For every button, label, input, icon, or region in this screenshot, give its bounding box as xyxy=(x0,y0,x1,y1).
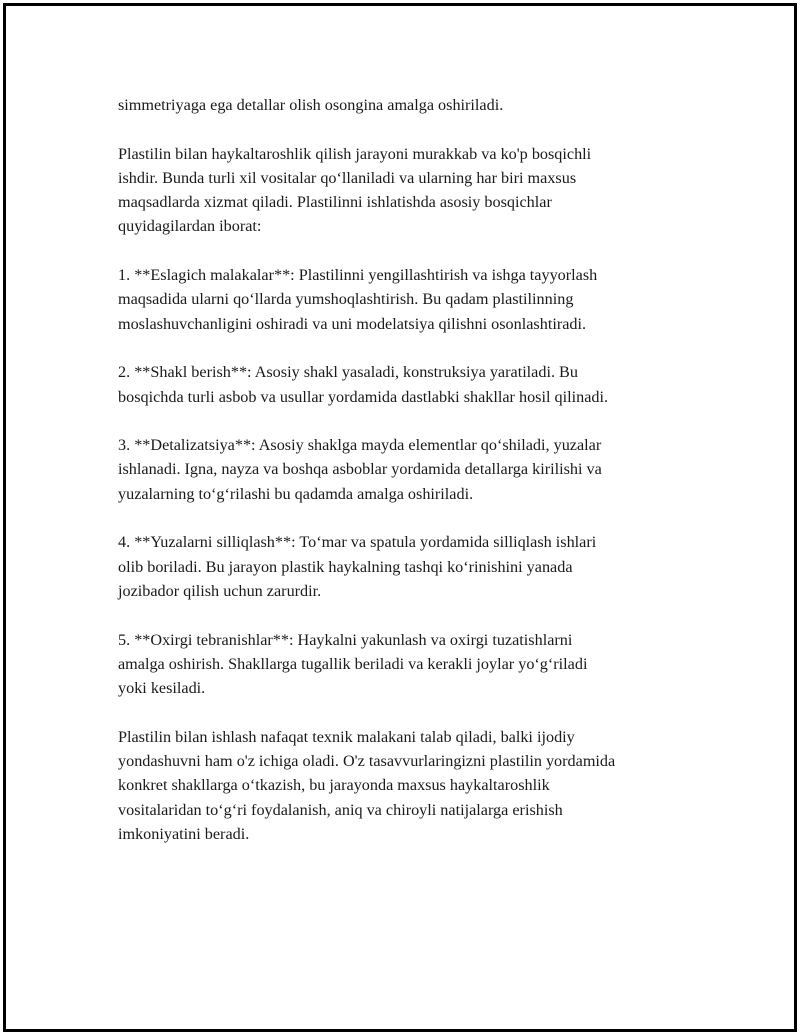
text-line: simmetriyaga ega detallar olish osongina amalga oshiriladi. xyxy=(118,96,504,114)
text-line: konkret shakllarga o‘tkazish, bu jarayonda maxsus haykaltaroshlik xyxy=(118,776,550,795)
text-line: 1. **Eslagich malakalar**: Plastilinni yengillashtirish va ishga tayyorlash xyxy=(118,266,598,285)
text-line: jozibador qilish uchun zarurdir. xyxy=(118,581,322,600)
paragraph-overview xyxy=(118,142,693,239)
list-item-step-5 xyxy=(118,628,693,701)
text-line: bosqichda turli asbob va usullar yordamida dastlabki shakllar hosil qilinadi. xyxy=(118,387,609,406)
text-line: 4. **Yuzalarni silliqlash**: To‘mar va spatula yordamida silliqlash ishlari xyxy=(118,533,597,552)
list-item-step-3 xyxy=(118,433,693,506)
text-line: maqsadlarda xizmat qiladi. Plastilinni ishlatishda asosiy bosqichlar xyxy=(118,193,552,212)
text-line: 2. **Shakl berish**: Asosiy shakl yasaladi, konstruksiya yaratiladi. Bu xyxy=(118,363,578,382)
text-line: imkoniyatini beradi. xyxy=(118,824,250,843)
text-line: yoki kesiladi. xyxy=(118,679,206,698)
text-line: vositalaridan to‘g‘ri foydalanish, aniq va chiroyli natijalarga erishish xyxy=(118,800,563,819)
text-line: ishlanadi. Igna, nayza va boshqa asboblar yordamida detallarga kirilishi va xyxy=(118,460,602,479)
text-line: 3. **Detalizatsiya**: Asosiy shaklga mayda elementlar qo‘shiladi, yuzalar xyxy=(118,436,602,455)
text-line: moslashuvchanligini oshiradi va uni modelatsiya qilishni osonlashtiradi. xyxy=(118,314,587,333)
text-line: Plastilin bilan haykaltaroshlik qilish jarayoni murakkab va ko'p bosqichli xyxy=(118,144,592,163)
document-body xyxy=(118,93,693,871)
text-line: olib boriladi. Bu jarayon plastik haykalning tashqi ko‘rinishini yanada xyxy=(118,557,573,576)
text-line: 5. **Oxirgi tebranishlar**: Haykalni yakunlash va oxirgi tuzatishlarni xyxy=(118,630,573,649)
text-line: maqsadida ularni qo‘llarda yumshoqlashtirish. Bu qadam plastilinning xyxy=(118,290,574,309)
list-item-step-1 xyxy=(118,263,693,336)
paragraph-intro-continuation xyxy=(118,93,693,117)
text-line: yondashuvni ham o'z ichiga oladi. O'z tasavvurlaringizni plastilin yordamida xyxy=(118,752,616,771)
paragraph-conclusion xyxy=(118,725,693,846)
text-line: quyidagilardan iborat: xyxy=(118,217,262,236)
list-item-step-4 xyxy=(118,530,693,603)
list-item-step-2 xyxy=(118,360,693,409)
text-line: yuzalarning to‘g‘rilashi bu qadamda amalga oshiriladi. xyxy=(118,484,474,503)
text-line: amalga oshirish. Shakllarga tugallik beriladi va kerakli joylar yo‘g‘riladi xyxy=(118,654,588,673)
text-line: ishdir. Bunda turli xil vositalar qo‘llaniladi va ularning har biri maxsus xyxy=(118,168,577,187)
text-line: Plastilin bilan ishlash nafaqat texnik malakani talab qiladi, balki ijodiy xyxy=(118,727,575,746)
